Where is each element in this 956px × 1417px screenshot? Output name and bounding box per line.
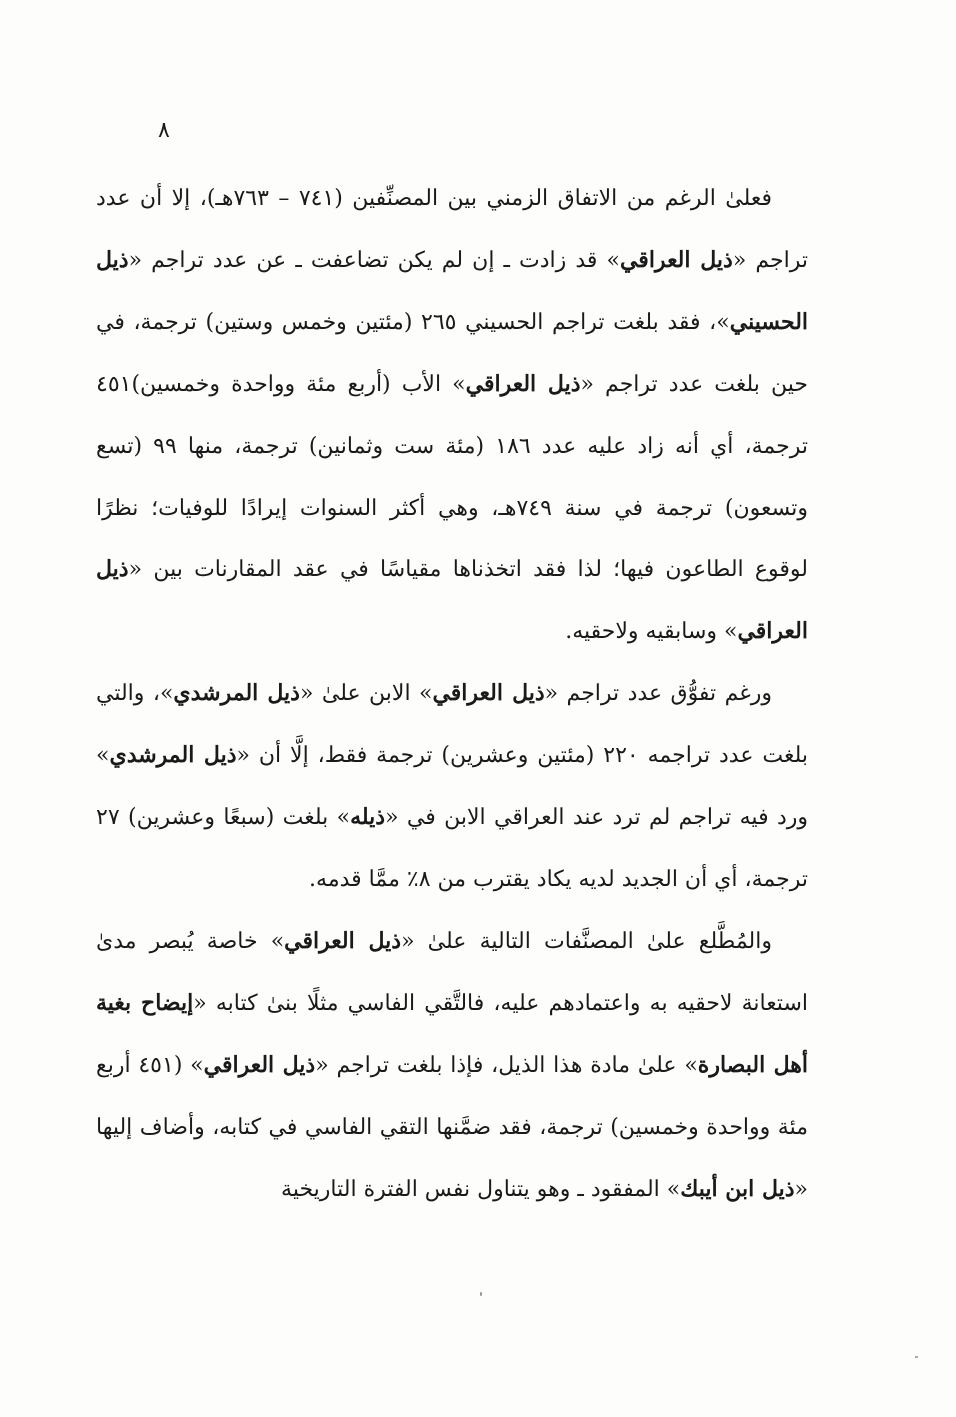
book-title: ذيل المرشدي — [173, 680, 300, 707]
text-run: والمُطَّلع علىٰ المصنَّفات التالية علىٰ « — [401, 928, 772, 954]
book-title: ذيل العراقي — [619, 246, 733, 273]
text-run: » بلغت (سبعًا وعشرين) ٢٧ ترجمة، أي أن الجديد لديه يكاد يقترب من ٨٪ ممَّا قدمه. — [96, 805, 808, 892]
scan-speck — [915, 1356, 918, 1358]
book-title: ذيل العراقي — [432, 680, 545, 707]
text-run: » علىٰ مادة هذا الذيل، فإذا بلغت تراجم « — [315, 1052, 698, 1078]
book-title: ذيل العراقي — [203, 1051, 316, 1078]
book-title: ذيله — [350, 804, 386, 831]
text-run: » قد زادت ـ إن لم يكن تضاعفت ـ عن عدد تراجم « — [128, 247, 620, 273]
text-run: » ورد فيه تراجم لم ترد عند العراقي الابن في « — [96, 743, 808, 831]
book-title: ذيل المرشدي — [109, 742, 237, 769]
book-title: ذيل الحسيني — [96, 246, 809, 335]
text-run: »، فقد بلغت تراجم الحسيني ٢٦٥ (مئتين وخمس وستين) ترجمة، في حين بلغت عدد تراجم « — [96, 309, 808, 397]
paragraph — [96, 168, 808, 663]
page-number: ٨ — [158, 118, 170, 143]
text-run: » (٤٥١ أربع مئة وواحدة وخمسين) ترجمة، فقد ضمَّنها التقي الفاسي في كتابه، وأضاف إليها « — [96, 1052, 808, 1202]
book-title: ذيل العراقي — [96, 556, 808, 645]
body-text — [96, 168, 808, 1220]
text-run: فعلىٰ الرغم من الاتفاق الزمني بين المصنِّفين (٧٤١ – ٧٦٣هـ)، إلا أن عدد تراجم « — [96, 186, 808, 273]
text-run: » الابن علىٰ « — [299, 681, 433, 707]
text-run: » المفقود ـ وهو يتناول نفس الفترة التاريخية — [281, 1176, 681, 1202]
paragraph — [96, 663, 808, 911]
scan-speck — [480, 1292, 482, 1296]
book-title: إيضاح بغية أهل البصارة — [96, 989, 809, 1078]
text-run: » خاصة يُبصر مدىٰ استعانة لاحقيه به واعتمادهم عليه، فالتَّقي الفاسي مثلًا بنىٰ كتابه « — [96, 928, 808, 1016]
text-run: ورغم تفوُّق عدد تراجم « — [544, 681, 773, 707]
book-title: ذيل العراقي — [284, 927, 402, 954]
book-title: ذيل ابن أيبك — [680, 1175, 795, 1202]
text-run: » الأب (أربع مئة وواحدة وخمسين)٤٥١ ترجمة، أي أنه زاد عليه عدد ١٨٦ (مئة ست وثمانين) ترجمة، منها ٩٩ (تسع وتسعون) ترجمة في سنة ٧٤٩هـ، وهي أكثر السنوات إيرادًا للوفيات؛ نظرًا لوقوع الطاعون فيها؛ لذا فقد اتخذناها مقياسًا في عقد المقارنات بين « — [96, 371, 808, 583]
book-title: ذيل العراقي — [465, 370, 581, 397]
paragraph — [96, 911, 808, 1221]
text-run: » وسابقيه ولاحقيه. — [565, 619, 738, 645]
text-run: »، والتي بلغت عدد تراجمه ٢٢٠ (مئتين وعشرين) ترجمة فقط، إلَّا أن « — [96, 681, 809, 769]
